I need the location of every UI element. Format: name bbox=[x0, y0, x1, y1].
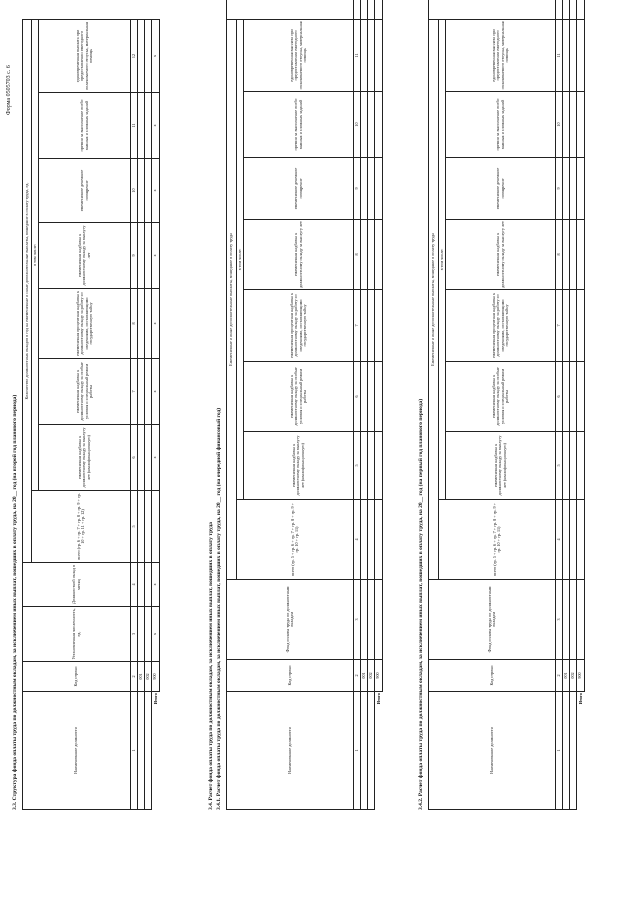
total-row bbox=[375, 0, 383, 810]
header-c9: ежемесячное денежное поощрение bbox=[446, 158, 556, 220]
colnum: 9 bbox=[131, 223, 138, 289]
x-mark: x bbox=[152, 93, 160, 159]
colnum: 11 bbox=[556, 19, 563, 91]
total-label: Итого bbox=[375, 693, 381, 705]
header-salary: Должностной оклад в месяц bbox=[23, 563, 131, 607]
x-mark: x bbox=[152, 563, 160, 607]
total-code: 900 bbox=[152, 662, 160, 692]
header-c7: ежемесячная процентная надбавка к должностному окладу за работу со сведениями, составляющими государственную тайну bbox=[446, 290, 556, 362]
colnum: 4 bbox=[131, 563, 138, 607]
row-code: 002 bbox=[368, 660, 375, 692]
header-c9: ежемесячная надбавка к должностному окладу за выслугу лет bbox=[39, 223, 131, 289]
header-c7: ежемесячная процентная надбавка к должностному окладу за работу со сведениями, составляющими государственную тайну bbox=[244, 290, 354, 362]
table-row bbox=[145, 20, 152, 810]
header-c11: премии за выполнение особо важных и сложных заданий bbox=[39, 93, 131, 159]
colnum: 4 bbox=[556, 500, 563, 580]
colnum: 7 bbox=[131, 359, 138, 425]
header-c10: премии за выполнение особо важных и сложных заданий bbox=[446, 92, 556, 158]
table-row bbox=[138, 20, 145, 810]
colnum: 7 bbox=[354, 290, 361, 362]
colnum: 11 bbox=[354, 19, 361, 91]
header-c11: единовременная выплата при предоставлении ежегодного оплачиваемого отпуска, материальная помощь bbox=[446, 19, 556, 91]
section-3-4-2-title: 3.4.2. Расчет фонда оплаты труда по должностным окладам, за исключением иных выплат, вошедших в оплату труда, на 20__ год (на первый год планового периода) bbox=[418, 398, 424, 810]
colnum bbox=[354, 0, 361, 19]
table-3-4-2 bbox=[428, 0, 585, 810]
header-c12 bbox=[227, 0, 354, 19]
header-group: Ежемесячные и иные дополнительные выплаты, вошедшие в оплату труда bbox=[227, 19, 237, 579]
header-c6: ежемесячная надбавка к должностному окладу за особые условия и специальный режим работы bbox=[244, 362, 354, 432]
colnum: 7 bbox=[556, 290, 563, 362]
header-total: всего (гр. 5 + гр. 6 + гр. 7 + гр. 8 + гр. 9 + гр. 10 + гр. 11) bbox=[237, 500, 354, 580]
x-mark: x bbox=[152, 159, 160, 223]
colnum: 5 bbox=[556, 432, 563, 500]
table-row bbox=[361, 0, 368, 810]
x-mark: x bbox=[152, 607, 160, 662]
colnum: 11 bbox=[131, 93, 138, 159]
x-mark: x bbox=[152, 289, 160, 359]
x-mark: x bbox=[152, 223, 160, 289]
header-code: Код строки bbox=[227, 660, 354, 692]
colnum: 9 bbox=[354, 158, 361, 220]
colnum: 2 bbox=[354, 660, 361, 692]
table-3-4-1 bbox=[226, 0, 383, 810]
colnum bbox=[556, 0, 563, 19]
colnum: 2 bbox=[556, 660, 563, 692]
colnum: 6 bbox=[131, 425, 138, 491]
total-row bbox=[577, 0, 585, 810]
colnum: 6 bbox=[556, 362, 563, 432]
header-name: Наименование должности bbox=[227, 692, 354, 810]
header-group: Количество должностных окладов в год на ежемесячные и иные дополнительные выплаты, вошедшие в оплату труда, ед. bbox=[23, 20, 32, 563]
header-c12: единовременная выплата при предоставлении ежегодного оплачиваемого отпуска, материальная помощь bbox=[39, 20, 131, 93]
x-mark: x bbox=[152, 425, 160, 491]
colnum: 9 bbox=[556, 158, 563, 220]
header-c6: ежемесячная надбавка к должностному окладу за выслугу лет (квалификационную) bbox=[39, 425, 131, 491]
header-c8: ежемесячная процентная надбавка к должностному окладу за работу со сведениями, составляющими государственную тайну bbox=[39, 289, 131, 359]
header-incl: в том числе: bbox=[237, 19, 244, 499]
colnum: 1 bbox=[354, 692, 361, 810]
colnum: 3 bbox=[354, 580, 361, 660]
header-name: Наименование должности bbox=[429, 692, 556, 810]
colnum: 5 bbox=[131, 491, 138, 563]
total-row bbox=[152, 20, 160, 810]
header-c5: ежемесячная надбавка к должностному окладу за выслугу лет (квалификационную) bbox=[446, 432, 556, 500]
total-label: Итого bbox=[152, 693, 158, 705]
colnum: 1 bbox=[556, 692, 563, 810]
row-code: 001 bbox=[563, 660, 570, 692]
form-reference: Форма 0505703 с. 6 bbox=[6, 65, 12, 115]
table-row bbox=[563, 0, 570, 810]
header-incl: в том числе: bbox=[32, 20, 39, 491]
header-name: Наименование должности bbox=[23, 692, 131, 810]
colnum: 2 bbox=[131, 662, 138, 692]
column-number-row bbox=[131, 20, 138, 810]
header-total: всего (гр. 6 + гр. 7 + гр. 8 + гр. 9 + гр. 10 + гр. 11 + гр. 12) bbox=[32, 491, 131, 563]
colnum: 3 bbox=[131, 607, 138, 662]
colnum: 1 bbox=[131, 692, 138, 810]
table-3-3 bbox=[22, 19, 160, 810]
header-count: Установленная численность, ед. bbox=[23, 607, 131, 662]
header-c6: ежемесячная надбавка к должностному окладу за особые условия и специальный режим работы bbox=[446, 362, 556, 432]
column-number-row bbox=[354, 0, 361, 810]
section-3-4-title: 3.4. Расчет фонда оплаты труда по должностным окладам, за исключением иных выплат, вошедших в оплату труда bbox=[208, 522, 214, 810]
colnum: 4 bbox=[354, 500, 361, 580]
total-label: Итого bbox=[577, 693, 583, 705]
row-code: 001 bbox=[361, 660, 368, 692]
header-fund: Фонд оплаты труда по должностным окладам bbox=[227, 580, 354, 660]
colnum: 12 bbox=[131, 20, 138, 93]
colnum: 8 bbox=[354, 220, 361, 290]
header-c12 bbox=[429, 0, 556, 19]
row-code: 002 bbox=[145, 662, 152, 692]
table-row bbox=[368, 0, 375, 810]
total-code: 900 bbox=[577, 660, 585, 692]
header-c7: ежемесячная надбавка к должностному окладу за особые условия и специальный режим работы bbox=[39, 359, 131, 425]
header-c10: премии за выполнение особо важных и сложных заданий bbox=[244, 92, 354, 158]
x-mark: x bbox=[152, 20, 160, 93]
header-c8: ежемесячная надбавка к должностному окладу за выслугу лет bbox=[446, 220, 556, 290]
header-code: Код строки bbox=[23, 662, 131, 692]
colnum: 3 bbox=[556, 580, 563, 660]
header-c5: ежемесячная надбавка к должностному окладу за выслугу лет (квалификационную) bbox=[244, 432, 354, 500]
header-group: Ежемесячные и иные дополнительные выплаты, вошедшие в оплату труда bbox=[429, 19, 439, 579]
header-fund: Фонд оплаты труда по должностным окладам bbox=[429, 580, 556, 660]
colnum: 6 bbox=[354, 362, 361, 432]
row-code: 001 bbox=[138, 662, 145, 692]
row-code: 002 bbox=[570, 660, 577, 692]
colnum: 8 bbox=[556, 220, 563, 290]
colnum: 8 bbox=[131, 289, 138, 359]
header-c11: единовременная выплата при предоставлении ежегодного оплачиваемого отпуска, материальная помощь bbox=[244, 19, 354, 91]
section-3-4-1-title: 3.4.1. Расчет фонда оплаты труда по должностным окладам, за исключением иных выплат, вошедших в оплату труда, на 20__ год (на очередной финансовый год) bbox=[216, 407, 222, 810]
colnum: 10 bbox=[131, 159, 138, 223]
colnum: 5 bbox=[354, 432, 361, 500]
header-c8: ежемесячная надбавка к должностному окладу за выслугу лет bbox=[244, 220, 354, 290]
header-total: всего (гр. 5 + гр. 6 + гр. 7 + гр. 8 + гр. 9 + гр. 10 + гр. 11) bbox=[439, 500, 556, 580]
header-code: Код строки bbox=[429, 660, 556, 692]
x-mark: x bbox=[152, 359, 160, 425]
header-c9: ежемесячное денежное поощрение bbox=[244, 158, 354, 220]
colnum: 10 bbox=[354, 92, 361, 158]
colnum: 10 bbox=[556, 92, 563, 158]
section-3-3-title: 3.3. Структура фонда оплаты труда по должностным окладам, за исключением иных выплат, вошедших в оплату труда, на 20__ год (на второй год планового периода) bbox=[12, 394, 18, 810]
table-row bbox=[570, 0, 577, 810]
header-c10: ежемесячное денежное поощрение bbox=[39, 159, 131, 223]
column-number-row bbox=[556, 0, 563, 810]
header-incl: в том числе: bbox=[439, 19, 446, 499]
total-code: 900 bbox=[375, 660, 383, 692]
